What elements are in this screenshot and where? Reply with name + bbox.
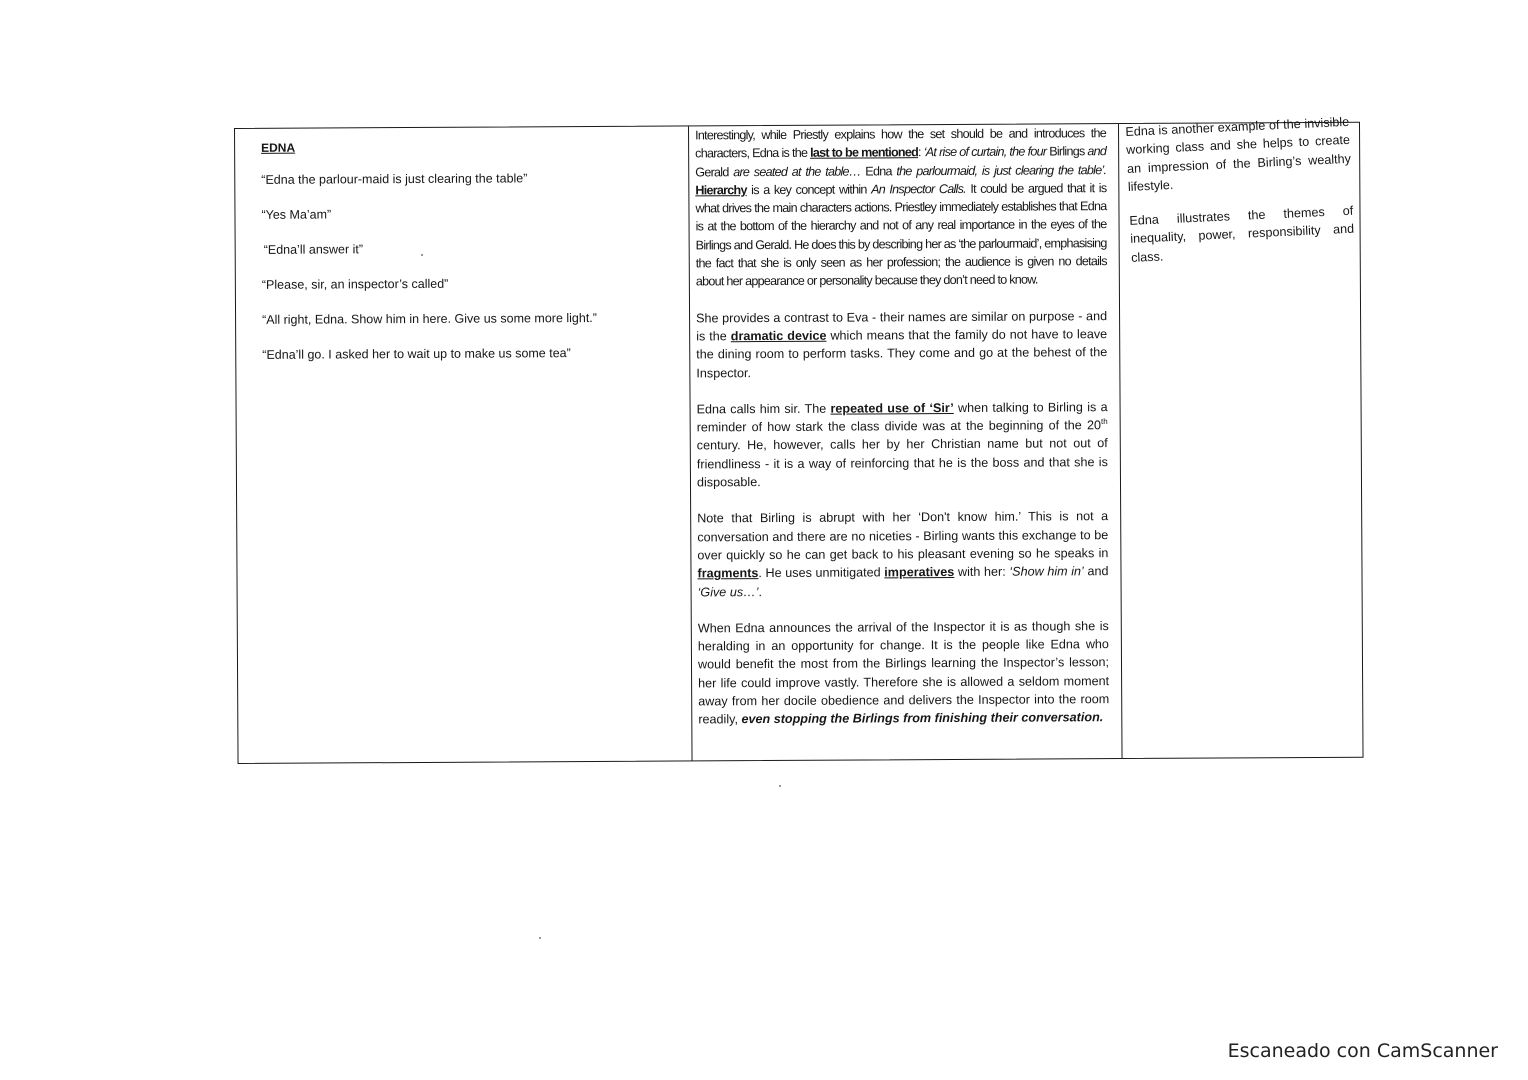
italic-quote: and xyxy=(1087,144,1107,159)
analysis-paragraph-1 xyxy=(695,124,1107,291)
key-term: fragments xyxy=(697,566,759,581)
analysis-paragraph-5 xyxy=(698,617,1110,729)
text-run: It could be argued that it is what drives the main characters actions. Priestley immediately establishes that Edna is at the bottom of the hierarchy and not of any real importance in the eyes of the Birlings and Gerald. He does this by describing her as ‘the parlourmaid’, emphasising the fact that she is only seen as her profession; the audience is given no details about her appearance or personality because they don’t need to know. xyxy=(695,181,1107,289)
text-run: When Edna announces the arrival of the Inspector it is as though she is heralding in an opportunity for change. It is the people like Edna who would benefit the most from the Birlings learning the Inspector’s lesson; her life could improve vastly. Therefore she is allowed a seldom moment away from her docile obedience and delivers the Inspector into the room readily, xyxy=(697,618,1110,727)
notes-table xyxy=(234,114,1364,764)
analysis-paragraph-4 xyxy=(697,507,1109,601)
text-run: with her: xyxy=(954,564,1010,580)
quote-2: “Yes Ma’am” xyxy=(261,207,332,222)
text-run: Edna xyxy=(865,163,897,179)
text-run: Birlings xyxy=(1046,144,1088,159)
italic-quote: the parlourmaid, is just clearing the table’. xyxy=(896,162,1107,178)
text-run: . He uses unmitigated xyxy=(758,565,885,581)
text-run: She provides a contrast to Eva - their names are similar on purpose - and is the xyxy=(696,308,1108,344)
italic-quote: ‘Give us…’ xyxy=(697,584,759,599)
italic-quote: are seated at the table… xyxy=(733,164,866,179)
camscanner-watermark: Escaneado con CamScanner xyxy=(1227,1040,1498,1062)
key-term: dramatic device xyxy=(730,328,827,344)
quote-4: “Please, sir, an inspector’s called” xyxy=(261,276,449,292)
italic-quote: ‘Show him in’ xyxy=(1009,564,1084,579)
character-heading: EDNA xyxy=(261,140,296,155)
play-title: An Inspector Calls. xyxy=(871,181,966,197)
quote-1: “Edna the parlour-maid is just clearing the table” xyxy=(261,171,528,187)
text-run: and xyxy=(1083,564,1109,579)
emphasis-text: even stopping the Birlings from finishing their conversation. xyxy=(741,710,1104,727)
scan-speck xyxy=(539,937,541,939)
analysis-paragraph-3 xyxy=(697,398,1109,492)
italic-quote: ‘At rise of curtain, the four xyxy=(923,144,1047,160)
themes-paragraph-1: Edna is another example of the invisible working class and she helps to create an impression of the Birling’s wealthy lifestyle. xyxy=(1125,114,1352,194)
analysis-column xyxy=(689,124,1123,760)
key-term: last to be mentioned xyxy=(810,145,919,161)
text-run: is a key concept within xyxy=(746,182,872,198)
quotes-column xyxy=(235,126,693,763)
scan-speck xyxy=(421,254,423,256)
text-run: which means that the family do not have to leave the dining room to perform tasks. They come and go at the behest of the Inspector. xyxy=(696,327,1108,380)
text-run: Interestingly, while Priestly explains how the set should be and introduces the characters, Edna is the xyxy=(695,126,1107,161)
text-run: . xyxy=(758,584,763,599)
key-term: Hierarchy xyxy=(695,183,747,198)
text-run: Edna calls him sir. The xyxy=(696,401,831,417)
quote-6: “Edna’ll go. I asked her to wait up to make us some tea” xyxy=(262,346,571,362)
text-run: century. He, however, calls her by her Christian name but not out of friendliness - it is a way of reinforcing that he is the boss and that she is disposable. xyxy=(696,436,1108,490)
key-term: repeated use of ‘Sir’ xyxy=(830,400,954,416)
text-run: when talking to Birling is a reminder of how stark the class divide was at the beginning of the 20 xyxy=(696,399,1108,435)
scan-speck xyxy=(779,785,781,787)
text-run: : xyxy=(917,145,924,160)
themes-rotated-block xyxy=(1125,113,1355,267)
ordinal-suffix: th xyxy=(1100,417,1108,427)
text-run: Note that Birling is abrupt with her ‘Don't know him.’ This is not a conversation and there are no niceties - Birling wants this exchange to be over quickly so he can get back to his pleasant evening so he speaks in xyxy=(697,509,1109,563)
themes-column xyxy=(1119,114,1363,758)
analysis-paragraph-2 xyxy=(696,307,1107,382)
quote-5: “All right, Edna. Show him in here. Give us some more light.” xyxy=(262,310,597,327)
text-run: Gerald xyxy=(695,164,734,180)
themes-paragraph-2: Edna illustrates the themes of inequality, power, responsibility and class. xyxy=(1129,203,1355,265)
key-term: imperatives xyxy=(884,565,955,580)
quote-3: “Edna’ll answer it” xyxy=(263,242,364,257)
